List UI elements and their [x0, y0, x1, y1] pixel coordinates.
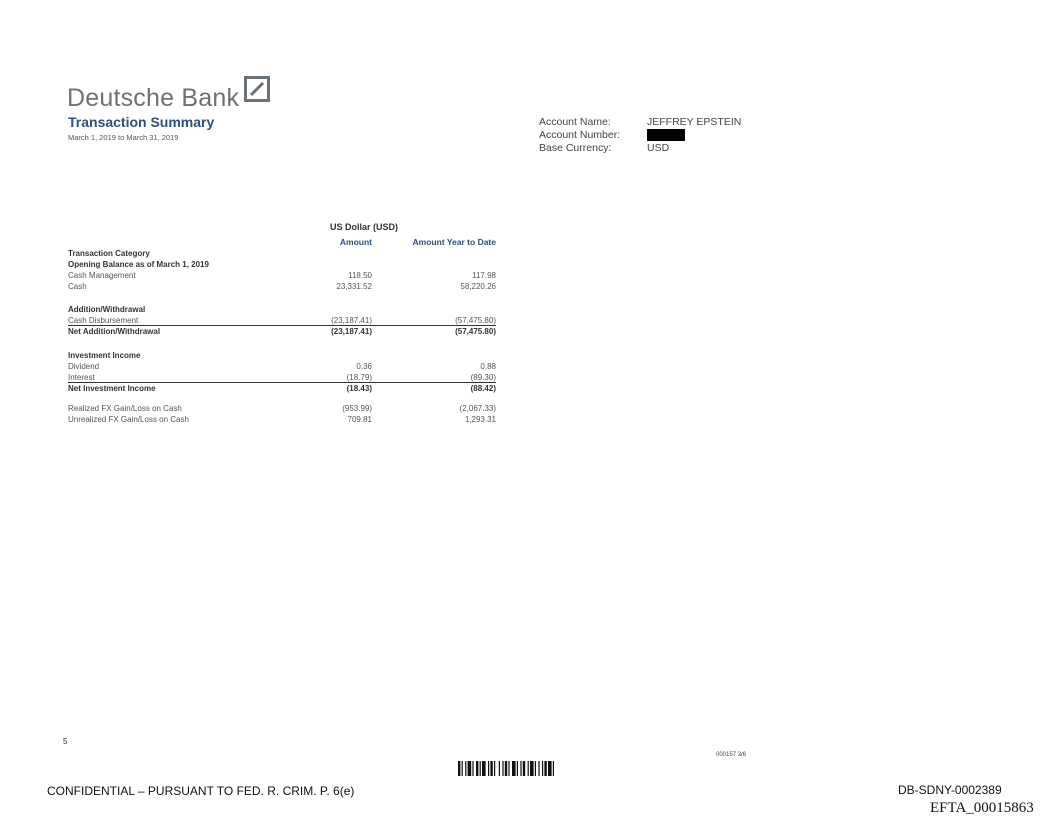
- income-heading: Investment Income: [68, 351, 141, 360]
- opening-balance-heading: Opening Balance as of March 1, 2019: [68, 260, 209, 269]
- document-title: Transaction Summary: [68, 114, 215, 130]
- confidential-notice: CONFIDENTIAL – PURSUANT TO FED. R. CRIM. P. 6(e): [47, 784, 355, 798]
- account-info: [539, 116, 741, 155]
- statement-period: March 1, 2019 to March 31, 2019: [68, 133, 179, 142]
- table-row: Interest (18.79) (89.30): [68, 373, 496, 382]
- table-row: Cash Disbursement (23,187.41) (57,475.80): [68, 316, 496, 325]
- section-divider: [68, 325, 496, 326]
- base-currency-value: USD: [647, 142, 670, 154]
- barcode-code: 000157 3/6: [716, 752, 747, 758]
- brand-name: Deutsche Bank: [67, 84, 240, 112]
- table-row: Realized FX Gain/Loss on Cash (953.99) (2,067.33): [68, 404, 496, 413]
- base-currency-row: [539, 142, 741, 155]
- table-row: Cash 23,331.52 58,220.26: [68, 282, 496, 291]
- category-heading: Transaction Category: [68, 249, 150, 258]
- efta-number: EFTA_00015863: [930, 800, 1034, 816]
- account-number-label: Account Number:: [539, 129, 621, 141]
- barcode-icon: [458, 761, 612, 776]
- account-name-row: [539, 116, 741, 129]
- column-header-ytd: Amount Year to Date: [412, 237, 496, 247]
- table-row: Cash Management 118.50 117.98: [68, 271, 496, 280]
- net-income-row: Net Investment Income (18.43) (88.42): [68, 384, 496, 393]
- account-name-label: Account Name:: [539, 116, 611, 128]
- addition-heading: Addition/Withdrawal: [68, 305, 146, 314]
- deutsche-bank-logo-icon: [244, 76, 270, 102]
- account-name-value: JEFFREY EPSTEIN: [647, 116, 742, 128]
- section-divider: [68, 382, 496, 383]
- table-row: Unrealized FX Gain/Loss on Cash 709.81 1,293.31: [68, 415, 496, 424]
- account-number-row: [539, 129, 741, 142]
- account-number-redaction: [647, 129, 685, 141]
- base-currency-label: Base Currency:: [539, 142, 612, 154]
- page-number: 5: [63, 737, 68, 746]
- table-row: Dividend 0.36 0.88: [68, 362, 496, 371]
- bates-number: DB-SDNY-0002389: [898, 783, 1002, 797]
- net-addition-row: Net Addition/Withdrawal (23,187.41) (57,475.80): [68, 327, 496, 336]
- currency-heading: US Dollar (USD): [330, 222, 399, 232]
- column-header-amount: Amount: [339, 237, 372, 247]
